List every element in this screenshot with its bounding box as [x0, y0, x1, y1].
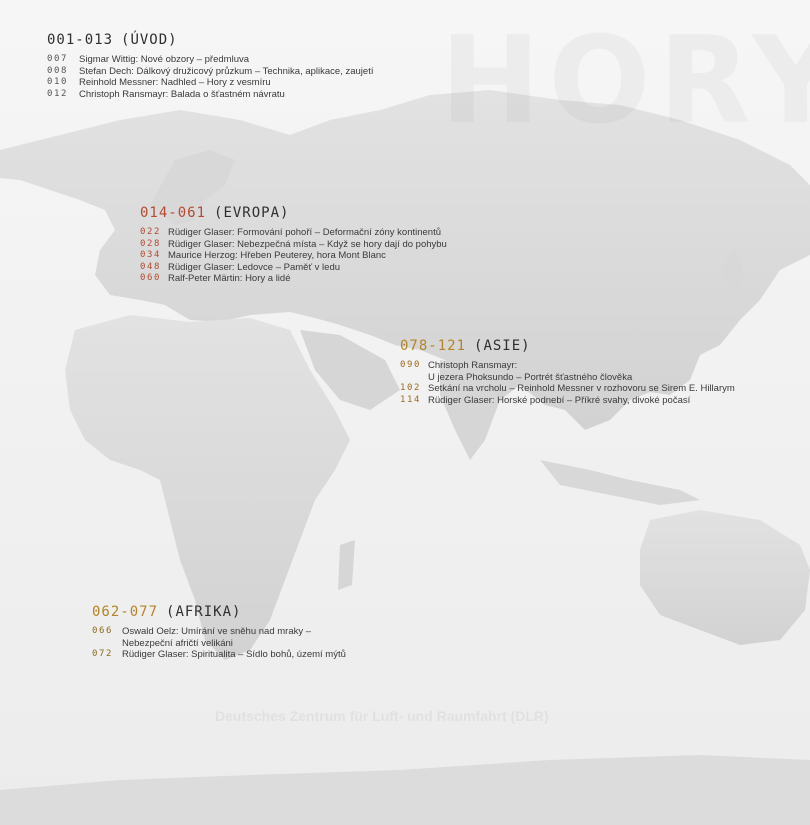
entry-text: Rüdiger Glaser: Formování pohoří – Deformační zóny kontinentů [168, 227, 441, 238]
page-number: 028 [140, 238, 162, 249]
page-number: 072 [92, 649, 114, 660]
toc-entry[interactable] [140, 227, 447, 239]
section-evropa [140, 205, 447, 285]
page-number: 008 [47, 65, 69, 76]
section-range: 078-121 [400, 338, 467, 354]
section-title: (ÚVOD) [121, 32, 178, 48]
section-title: (EVROPA) [214, 205, 290, 221]
page-number: 102 [400, 383, 422, 394]
watermark-caption: Deutsches Zentrum für Luft- und Raumfahrt (DLR) [215, 708, 549, 724]
entry-text: Maurice Herzog: Hřeben Peuterey, hora Mont Blanc [168, 250, 386, 262]
toc-entry[interactable] [140, 273, 447, 285]
page-number: 114 [400, 394, 422, 405]
page-number: 048 [140, 261, 162, 272]
entry-text: Stefan Dech: Dálkový družicový průzkum – Technika, aplikace, zaujetí [79, 65, 374, 77]
page-number: 090 [400, 360, 422, 370]
section-uvod [47, 32, 373, 100]
entry-text: Nebezpeční afričtí velikáni [122, 637, 233, 649]
indonesia-landmass [540, 460, 700, 505]
entry-text: Oswald Oelz: Umírání ve sněhu nad mraky – [122, 626, 312, 637]
entry-text: U jezera Phoksundo – Portrét šťastného člověka [428, 371, 633, 383]
section-asie [400, 338, 735, 406]
entry-text: Christoph Ransmayr: [428, 360, 518, 371]
toc-entry-continuation [400, 372, 735, 384]
page-number: 007 [47, 54, 69, 64]
section-heading [140, 205, 447, 221]
toc-entry[interactable] [47, 77, 373, 89]
entry-text: Ralf-Peter Märtin: Hory a lidé [168, 273, 291, 285]
toc-entry[interactable] [400, 360, 735, 372]
section-range: 014-061 [140, 205, 207, 221]
toc-entry[interactable] [47, 66, 373, 78]
section-range: 001-013 [47, 32, 114, 48]
entry-text: Rüdiger Glaser: Nebezpečná místa – Když se hory dají do pohybu [168, 238, 447, 250]
page-number: 022 [140, 227, 162, 237]
toc-entry[interactable] [47, 54, 373, 66]
watermark-title [440, 12, 810, 151]
entry-text: Sigmar Wittig: Nové obzory – předmluva [79, 54, 250, 65]
section-heading [92, 604, 346, 620]
entry-text: Reinhold Messner: Nadhled – Hory z vesmíru [79, 77, 271, 89]
toc-entry[interactable] [140, 250, 447, 262]
page-number: 066 [92, 626, 114, 636]
section-heading [47, 32, 373, 48]
toc-entry[interactable] [400, 383, 735, 395]
madagascar-landmass [338, 540, 355, 590]
toc-entry[interactable] [92, 649, 346, 661]
toc-entry[interactable] [140, 239, 447, 251]
entry-text: Rüdiger Glaser: Spiritualita – Sídlo bohů, území mýtů [122, 649, 346, 661]
toc-entry[interactable] [92, 626, 346, 638]
toc-entry[interactable] [400, 395, 735, 407]
page-number: 010 [47, 77, 69, 88]
toc-entry[interactable] [47, 89, 373, 101]
page-number: 060 [140, 273, 162, 284]
antarctica-landmass [0, 755, 810, 825]
section-range: 062-077 [92, 604, 159, 620]
page-number: 012 [47, 88, 69, 99]
entry-text: Rüdiger Glaser: Horské podnebí – Příkré svahy, divoké počasí [428, 394, 691, 406]
australia-landmass [640, 510, 810, 645]
toc-entry-continuation [92, 638, 346, 650]
page-number: 034 [140, 250, 162, 261]
entry-text: Setkání na vrcholu – Reinhold Messner v rozhovoru se Sirem E. Hillarym [428, 383, 735, 395]
toc-entry[interactable] [140, 262, 447, 274]
section-afrika [92, 604, 346, 661]
section-title: (AFRIKA) [166, 604, 242, 620]
section-title: (ASIE) [474, 338, 531, 354]
entry-text: Christoph Ransmayr: Balada o šťastném návratu [79, 88, 285, 100]
section-heading [400, 338, 735, 354]
entry-text: Rüdiger Glaser: Ledovce – Paměť v ledu [168, 261, 341, 273]
